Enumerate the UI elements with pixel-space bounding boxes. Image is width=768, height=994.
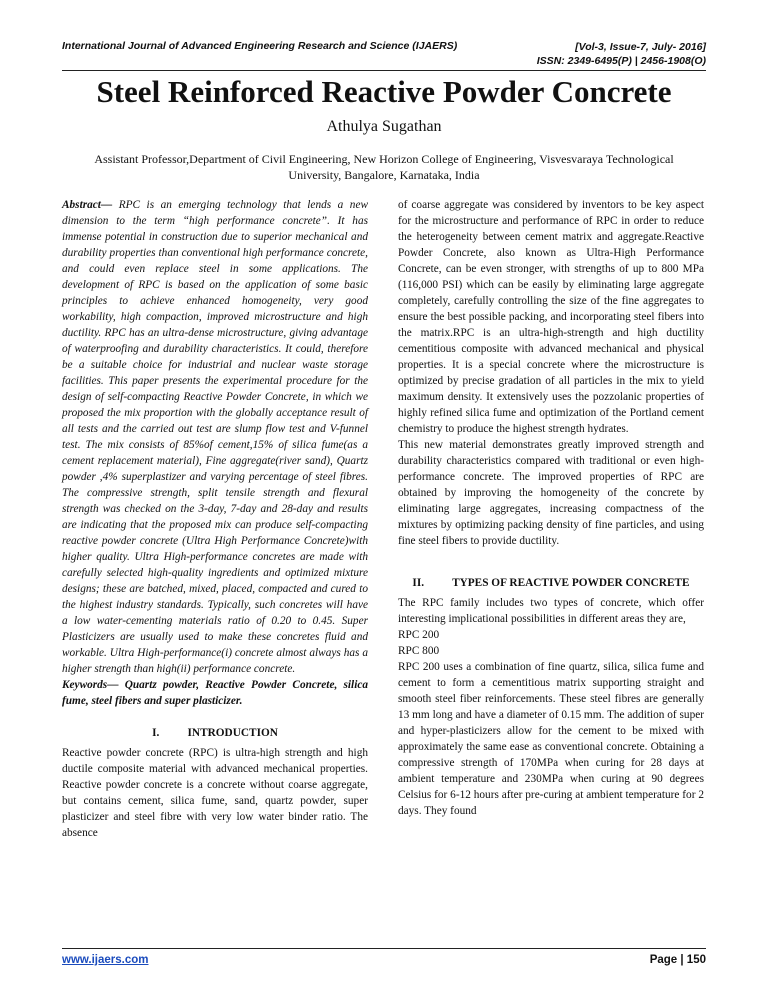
right-column	[398, 197, 704, 819]
abstract	[62, 197, 368, 677]
paragraph: This new material demonstrates greatly improved strength and durability characteristics compared with traditional or even high-performance concrete. The improved properties of RPC are obtained by improving the homogeneity of the concrete by eliminating large aggregates, increasing compactness of the mixtures by optimizing packing density of fine particles, and using fine steel fibers to provide ductility.	[398, 439, 704, 547]
paper-title: Steel Reinforced Reactive Powder Concrete	[96, 74, 672, 109]
abstract-text: RPC is an emerging technology that lends a new dimension to the term “high performance concrete”. It has immense potential in construction due to superior mechanical and durability properties than conventional high performance concrete, and could even replace steel in some applications. The development of RPC is based on the application of some basic principles to achieve enhanced homogeneity, very good workability, high compaction, improved microstructure and high ductility. RPC has an ultra-dense microstructure, giving advantage of waterproofing and durability characteristics. It could, therefore be a suitable choice for industrial and nuclear waste storage facilities. This paper presents the experimental procedure for the design of self-compacting Reactive Powder Concrete, in which we proposed the mix proportion with the globally acceptance result of all tests and the carried out test are slump flow test and V-funnel test. The mix consists of 85%of cement,15% of silica fume(as a cement replacement material), Fine aggregate(river sand), Quartz powder ,4% superplastizer and varying percentage of steel fibres. The compressive strength, split tensile strength and flexural strength was checked on the 3-day, 7-day and 28-day and results are indicating that the proposed mix can produce self-compacting reactive powder concrete (Ultra High Performance Concrete)with higher quality. Ultra High-performance concretes are made with carefully selected high-quality ingredients and optimized mixture designs; these are batched, mixed, placed, compacted and cured to the highest industry standards. Typically, such concretes will have a low water-cementing materials ratio of 0.20 to 0.45. Super Plasticizers are usually used to make these concretes fluid and workable. Ultra High-performance(i) concrete almost always has a higher strength than high(ii) performance concrete.	[62, 199, 368, 675]
volume-info: [Vol-3, Issue-7, July- 2016]	[575, 41, 706, 53]
list-item: RPC 800	[398, 645, 440, 657]
header-rule	[62, 70, 706, 71]
left-column	[62, 197, 368, 841]
journal-name: International Journal of Advanced Engineering Research and Science (IJAERS)	[62, 40, 458, 52]
page-number: Page | 150	[649, 954, 706, 966]
author-name: Athulya Sugathan	[326, 118, 442, 135]
introduction-text: Reactive powder concrete (RPC) is ultra-high strength and high ductile composite material with advanced mechanical properties. Reactive powder concrete is a concrete without coarse aggregate, but contains cement, silica fume, sand, quartz powder, super plasticizer and steel fibre with very low water binder ratio. The absence	[62, 747, 368, 839]
author-affiliation: Assistant Professor,Department of Civil Engineering, New Horizon College of Engineering, Visvesvaraya Technological University, Bangalore, Karnataka, India	[94, 152, 674, 182]
journal-website-link[interactable]: www.ijaers.com	[62, 954, 149, 966]
paragraph: of coarse aggregate was considered by inventors to be key aspect for the microstructure and performance of RPC in order to reduce the heterogeneity between cement matrix and aggregate.Reactive Powder Concrete, also known as Ultra-High Performance Concrete, can be even stronger, with strengths of up to 800 MPa (116,000 PSI) which can be easily by eliminating large aggregate completely, carefully controlling the size of the fine aggregates to ensure the best possible packing, and incorporating steel fibers into the matrix.RPC is an ultra-high-strength and high ductility cementitious composite with advanced mechanical and physical properties. It is a special concrete where the microstructure is optimized by precise gradation of all particles in the mix to yield maximum density. It extensively uses the pozzolanic properties of highly refined silica fume and optimization of the Portland cement chemistry to produce the highest strength hydrates.	[398, 199, 704, 435]
paragraph: RPC 200 uses a combination of fine quartz, silica, silica fume and cement to form a cementitious matrix supporting straight and smooth steel fiber reinforcements. These steel fibres are generally 13 mm long and have a diameter of 0.15 mm. The addition of super and hyper-plasticizers allow for the cement to be mixed with approximately the same ease as conventional concrete. Obtaining a compressive strength of 170MPa when curing for 28 days at ambient temperature and 230MPa when curing at 90 degrees Celsius for 6-12 hours after pre-curing at ambient temperature for 2 days. They found	[398, 661, 704, 817]
section-heading-introduction: I. INTRODUCTION	[152, 727, 278, 739]
keywords: Keywords— Quartz powder, Reactive Powder Concrete, silica fume, steel fibers and super plasticizer.	[62, 679, 368, 707]
list-item: RPC 200	[398, 629, 440, 641]
issn-info: ISSN: 2349-6495(P) | 2456-1908(O)	[536, 55, 706, 67]
abstract-label: Abstract—	[62, 199, 113, 211]
footer-rule	[62, 948, 706, 949]
section-heading-types: II. TYPES OF REACTIVE POWDER CONCRETE	[412, 577, 690, 589]
paragraph: The RPC family includes two types of concrete, which offer interesting implicational possibilities in different areas they are,	[398, 597, 704, 625]
journal-issue-info	[537, 40, 706, 68]
